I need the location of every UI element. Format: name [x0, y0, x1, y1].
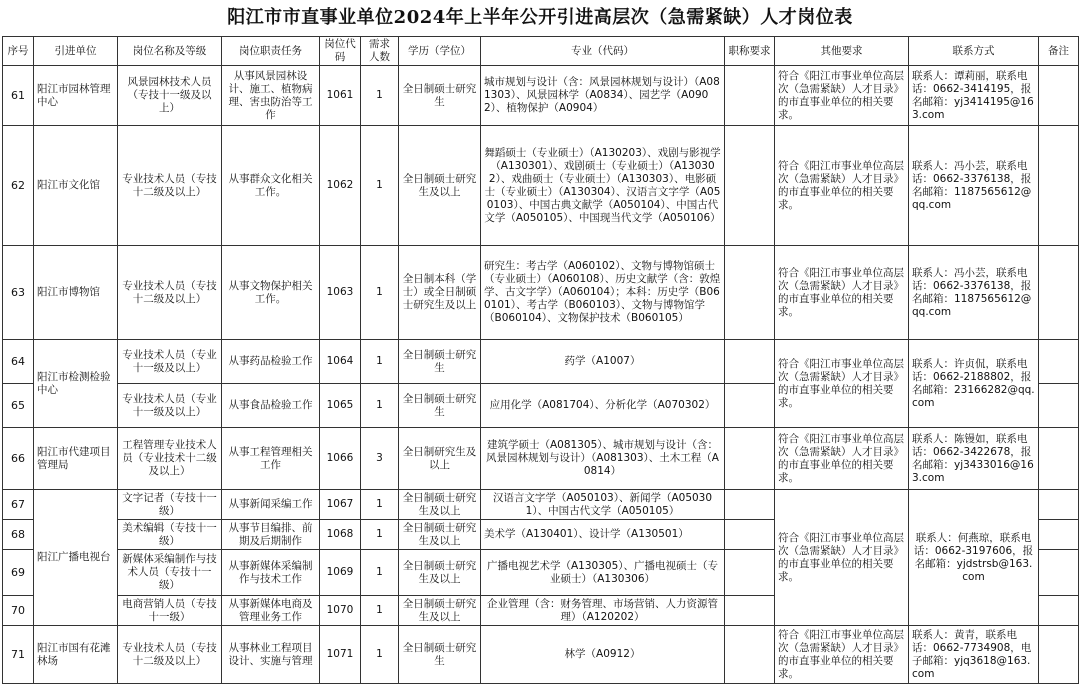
posts-table [2, 36, 1079, 684]
cell-title-req [725, 520, 775, 550]
cell-major: 研究生：考古学（A060102）、文物与博物馆硕士（专业硕士）（A060108）、历史文献学（含：敦煌学、古文字学）（A060104）；本科：历史学（B060101）、考古学（B060103）、文物与博物馆学（B060104）、文物保护技术（B060105） [481, 246, 725, 340]
cell-post: 工程管理专业技术人员（专业技术十二级及以上） [118, 428, 222, 490]
cell-title-req [725, 340, 775, 384]
cell-other: 符合《阳江市事业单位高层次（急需紧缺）人才目录》的市直事业单位的相关要求。 [775, 626, 909, 684]
cell-duties: 从事食品检验工作 [222, 384, 320, 428]
cell-seq: 62 [3, 126, 34, 246]
cell-seq: 61 [3, 66, 34, 126]
header-post-name: 岗位名称及等级 [118, 37, 222, 66]
cell-post: 新媒体采编制作与技术人员（专技十一级） [118, 550, 222, 596]
cell-post: 专业技术人员（专业十一级及以上） [118, 340, 222, 384]
cell-post: 电商营销人员（专技十一级） [118, 596, 222, 626]
table-row [3, 126, 1079, 246]
cell-post: 专业技术人员（专技十二级及以上） [118, 626, 222, 684]
cell-duties: 从事药品检验工作 [222, 340, 320, 384]
cell-duties: 从事群众文化相关工作。 [222, 126, 320, 246]
cell-count: 1 [361, 550, 399, 596]
header-contact: 联系方式 [909, 37, 1039, 66]
cell-education: 全日制硕士研究生及以上 [399, 520, 481, 550]
cell-education: 全日制硕士研究生 [399, 340, 481, 384]
cell-other: 符合《阳江市事业单位高层次（急需紧缺）人才目录》的市直事业单位的相关要求。 [775, 66, 909, 126]
cell-seq: 63 [3, 246, 34, 340]
cell-other: 符合《阳江市事业单位高层次（急需紧缺）人才目录》的市直事业单位的相关要求。 [775, 340, 909, 428]
cell-code: 1067 [320, 490, 361, 520]
cell-title-req [725, 246, 775, 340]
cell-code: 1071 [320, 626, 361, 684]
header-other: 其他要求 [775, 37, 909, 66]
cell-title-req [725, 550, 775, 596]
cell-major: 美术学（A130401）、设计学（A130501） [481, 520, 725, 550]
cell-remark [1039, 384, 1079, 428]
cell-major: 林学（A0912） [481, 626, 725, 684]
cell-duties: 从事林业工程项目设计、实施与管理 [222, 626, 320, 684]
cell-remark [1039, 428, 1079, 490]
cell-contact: 联系人：冯小芸，联系电话：0662-3376138，报名邮箱：1187565612@qq.com [909, 246, 1039, 340]
cell-unit: 阳江市检测检验中心 [34, 340, 118, 428]
cell-code: 1068 [320, 520, 361, 550]
cell-major: 汉语言文字学（A050103）、新闻学（A050301）、中国古代文学（A050105） [481, 490, 725, 520]
header-remark: 备注 [1039, 37, 1079, 66]
cell-post: 文字记者（专技十一级） [118, 490, 222, 520]
cell-contact: 联系人：冯小芸，联系电话：0662-3376138，报名邮箱：1187565612@qq.com [909, 126, 1039, 246]
cell-unit: 阳江市园林管理中心 [34, 66, 118, 126]
cell-count: 1 [361, 384, 399, 428]
cell-education: 全日制硕士研究生及以上 [399, 596, 481, 626]
cell-count: 1 [361, 246, 399, 340]
table-row [3, 340, 1079, 384]
header-education: 学历（学位） [399, 37, 481, 66]
cell-education: 全日制硕士研究生及以上 [399, 550, 481, 596]
cell-post: 专业技术人员（专技十二级及以上） [118, 246, 222, 340]
cell-contact: 联系人：许贞侃，联系电话：0662-2188802，报名邮箱：23166282@qq.com [909, 340, 1039, 428]
cell-post: 风景园林技术人员（专技十一级及以上） [118, 66, 222, 126]
cell-duties: 从事节目编排、前期及后期制作 [222, 520, 320, 550]
cell-unit: 阳江广播电视台 [34, 490, 118, 626]
cell-duties: 从事工程管理相关工作 [222, 428, 320, 490]
cell-unit: 阳江市国有花滩林场 [34, 626, 118, 684]
cell-code: 1066 [320, 428, 361, 490]
cell-title-req [725, 626, 775, 684]
cell-seq: 64 [3, 340, 34, 384]
cell-education: 全日制硕士研究生及以上 [399, 490, 481, 520]
header-major: 专业（代码） [481, 37, 725, 66]
cell-education: 全日制本科（学士）或全日制硕士研究生及以上 [399, 246, 481, 340]
table-row [3, 246, 1079, 340]
cell-count: 1 [361, 596, 399, 626]
cell-seq: 65 [3, 384, 34, 428]
cell-duties: 从事文物保护相关工作。 [222, 246, 320, 340]
header-code: 岗位代码 [320, 37, 361, 66]
cell-count: 1 [361, 126, 399, 246]
cell-major: 应用化学（A081704）、分析化学（A070302） [481, 384, 725, 428]
cell-duties: 从事新媒体电商及管理业务工作 [222, 596, 320, 626]
cell-code: 1063 [320, 246, 361, 340]
cell-remark [1039, 596, 1079, 626]
cell-count: 1 [361, 626, 399, 684]
cell-other: 符合《阳江市事业单位高层次（急需紧缺）人才目录》的市直事业单位的相关要求。 [775, 246, 909, 340]
cell-duties: 从事风景园林设计、施工、植物病理、害虫防治等工作 [222, 66, 320, 126]
cell-unit: 阳江市博物馆 [34, 246, 118, 340]
cell-count: 1 [361, 520, 399, 550]
cell-education: 全日制硕士研究生 [399, 384, 481, 428]
cell-major: 广播电视艺术学（A130305）、广播电视硕士（专业硕士）（A130306） [481, 550, 725, 596]
header-unit: 引进单位 [34, 37, 118, 66]
cell-remark [1039, 550, 1079, 596]
cell-post: 专业技术人员（专技十二级及以上） [118, 126, 222, 246]
cell-seq: 69 [3, 550, 34, 596]
cell-contact: 联系人：谭莉丽，联系电话：0662-3414195，报名邮箱：yj3414195@163.com [909, 66, 1039, 126]
table-row [3, 428, 1079, 490]
header-title-req: 职称要求 [725, 37, 775, 66]
cell-contact: 联系人：何燕琼，联系电话：0662-3197606，报名邮箱：yjdstrsb@163.com [909, 490, 1039, 626]
table-row [3, 66, 1079, 126]
cell-code: 1070 [320, 596, 361, 626]
cell-unit: 阳江市代建项目管理局 [34, 428, 118, 490]
header-duties: 岗位职责任务 [222, 37, 320, 66]
cell-title-req [725, 66, 775, 126]
cell-count: 1 [361, 340, 399, 384]
cell-education: 全日制硕士研究生 [399, 626, 481, 684]
cell-remark [1039, 340, 1079, 384]
cell-duties: 从事新闻采编工作 [222, 490, 320, 520]
cell-seq: 71 [3, 626, 34, 684]
header-seq: 序号 [3, 37, 34, 66]
cell-title-req [725, 428, 775, 490]
cell-education: 全日制研究生及以上 [399, 428, 481, 490]
cell-contact: 联系人：黄青，联系电话：0662-7734908，电子邮箱：yjq3618@163.com [909, 626, 1039, 684]
cell-major: 城市规划与设计（含：风景园林规划与设计）（A081303）、风景园林学（A0834）、园艺学（A0902）、植物保护（A0904） [481, 66, 725, 126]
cell-remark [1039, 626, 1079, 684]
cell-major: 企业管理（含：财务管理、市场营销、人力资源管理）（A120202） [481, 596, 725, 626]
cell-code: 1061 [320, 66, 361, 126]
cell-title-req [725, 490, 775, 520]
cell-major: 药学（A1007） [481, 340, 725, 384]
cell-other: 符合《阳江市事业单位高层次（急需紧缺）人才目录》的市直事业单位的相关要求。 [775, 126, 909, 246]
cell-seq: 66 [3, 428, 34, 490]
cell-remark [1039, 520, 1079, 550]
cell-code: 1065 [320, 384, 361, 428]
cell-education: 全日制硕士研究生 [399, 66, 481, 126]
cell-other: 符合《阳江市事业单位高层次（急需紧缺）人才目录》的市直事业单位的相关要求。 [775, 490, 909, 626]
cell-count: 1 [361, 490, 399, 520]
cell-post: 专业技术人员（专业十一级及以上） [118, 384, 222, 428]
cell-code: 1069 [320, 550, 361, 596]
cell-post: 美术编辑（专技十一级） [118, 520, 222, 550]
cell-other: 符合《阳江市事业单位高层次（急需紧缺）人才目录》的市直事业单位的相关要求。 [775, 428, 909, 490]
header-row [3, 37, 1079, 66]
cell-remark [1039, 126, 1079, 246]
cell-code: 1062 [320, 126, 361, 246]
table-row [3, 490, 1079, 520]
cell-title-req [725, 384, 775, 428]
cell-major: 舞蹈硕士（专业硕士）（A130203）、戏剧与影视学（A130301）、戏剧硕士（专业硕士）（A130302）、戏曲硕士（专业硕士）（A130303）、电影硕士（专业硕士）（A130304）、汉语言文字学（A050103）、中国古典文献学（A050104）、中国古代文学（A050105）、中国现当代文学（A050106） [481, 126, 725, 246]
cell-title-req [725, 126, 775, 246]
cell-remark [1039, 246, 1079, 340]
cell-seq: 68 [3, 520, 34, 550]
cell-code: 1064 [320, 340, 361, 384]
header-count: 需求人数 [361, 37, 399, 66]
cell-title-req [725, 596, 775, 626]
cell-count: 1 [361, 66, 399, 126]
table-row [3, 626, 1079, 684]
page-title: 阳江市市直事业单位2024年上半年公开引进高层次（急需紧缺）人才岗位表 [227, 7, 853, 28]
cell-duties: 从事新媒体采编制作与技术工作 [222, 550, 320, 596]
cell-remark [1039, 66, 1079, 126]
cell-seq: 67 [3, 490, 34, 520]
cell-major: 建筑学硕士（A081305）、城市规划与设计（含：风景园林规划与设计）（A081303）、土木工程（A0814） [481, 428, 725, 490]
cell-contact: 联系人：陈镘如，联系电话：0662-3422678，报名邮箱：yj3433016@163.com [909, 428, 1039, 490]
cell-remark [1039, 490, 1079, 520]
cell-seq: 70 [3, 596, 34, 626]
cell-education: 全日制硕士研究生及以上 [399, 126, 481, 246]
cell-count: 3 [361, 428, 399, 490]
cell-unit: 阳江市文化馆 [34, 126, 118, 246]
